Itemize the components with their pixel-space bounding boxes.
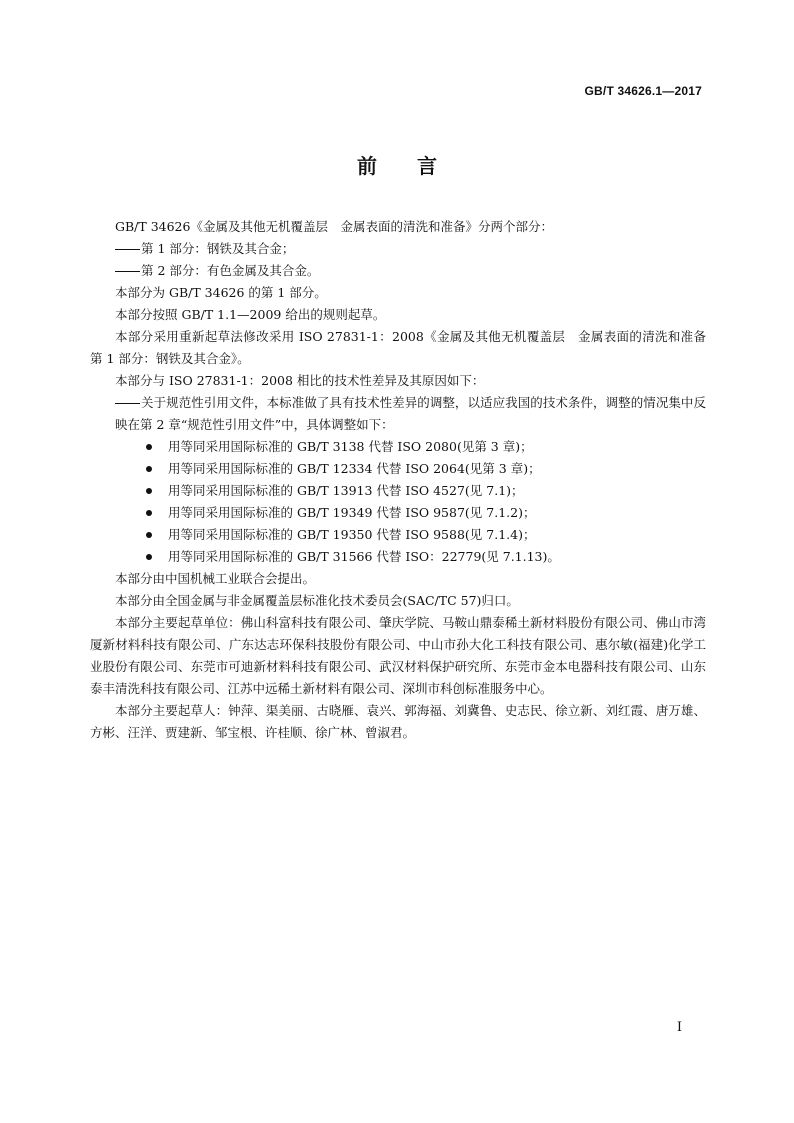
title-char-2: 言 — [417, 154, 437, 178]
list-item — [146, 480, 706, 502]
list-item — [146, 546, 706, 568]
paragraph-drafting-units: 本部分主要起草单位：佛山科富科技有限公司、肇庆学院、马鞍山鼎泰稀土新材料股份有限公司、佛山市湾厦新材料科技有限公司、广东达志环保科技股份有限公司、中山市孙大化工科技有限公司、惠尔敏(福建)化学工业股份有限公司、东莞市可迪新材料科技有限公司、武汉材料保护研究所、东莞市金本电器科技有限公司、山东泰丰清洗科技有限公司、江苏中远稀土新材料有限公司、深圳市科创标准服务中心。 — [90, 615, 706, 696]
paragraph-committee: 本部分由全国金属与非金属覆盖层标准化技术委员会(SAC/TC 57)归口。 — [115, 593, 519, 608]
list-item — [146, 458, 706, 480]
reference-adjustment-list — [90, 436, 706, 568]
list-item-text: 用等同采用国际标准的 GB/T 19350 代替 ISO 9588(见 7.1.4)； — [168, 527, 536, 542]
bullet-icon — [146, 444, 152, 450]
list-item-text: 用等同采用国际标准的 GB/T 19349 代替 ISO 9587(见 7.1.2)； — [168, 505, 536, 520]
bullet-icon — [146, 554, 152, 560]
paragraph-differences-intro: 本部分与 ISO 27831-1：2008 相比的技术性差异及其原因如下： — [115, 373, 485, 388]
list-item — [146, 524, 706, 546]
bullet-icon — [146, 532, 152, 538]
paragraph-proposer: 本部分由中国机械工业联合会提出。 — [115, 571, 316, 586]
part-list-item — [90, 238, 706, 260]
bullet-icon — [146, 488, 152, 494]
page-number: I — [676, 1020, 682, 1035]
page-title — [0, 150, 794, 179]
list-item-text: 用等同采用国际标准的 GB/T 31566 代替 ISO：22779(见 7.1.13)。 — [168, 549, 560, 564]
paragraph-drafting-rules: 本部分按照 GB/T 1.1—2009 给出的规则起草。 — [115, 307, 386, 322]
difference-item — [90, 392, 706, 436]
list-item-text: 用等同采用国际标准的 GB/T 3138 代替 ISO 2080(见第 3 章)； — [168, 439, 533, 454]
part-list-item — [90, 260, 706, 282]
list-item-text: 用等同采用国际标准的 GB/T 13913 代替 ISO 4527(见 7.1)； — [168, 483, 524, 498]
paragraph-adoption: 本部分采用重新起草法修改采用 ISO 27831-1：2008《金属及其他无机覆盖层 金属表面的清洗和准备 第 1 部分：钢铁及其合金》。 — [90, 329, 719, 366]
paragraph-part-statement: 本部分为 GB/T 34626 的第 1 部分。 — [115, 285, 327, 300]
foreword-body — [90, 216, 719, 744]
paragraph-parts-intro: GB/T 34626《金属及其他无机覆盖层 金属表面的清洗和准备》分两个部分： — [115, 219, 553, 234]
bullet-icon — [146, 466, 152, 472]
part-list-item-text: 第 1 部分：钢铁及其合金； — [141, 241, 295, 256]
dash-mark — [115, 271, 140, 272]
list-item — [146, 502, 706, 524]
bullet-icon — [146, 510, 152, 516]
list-item — [146, 436, 706, 458]
paragraph-drafters: 本部分主要起草人：钟萍、渠美丽、古晓雁、袁兴、郭海福、刘冀鲁、史志民、徐立新、刘红霞、唐万雄、方彬、汪洋、贾建新、邹宝根、许桂顺、徐广林、曾淑君。 — [90, 703, 706, 740]
list-item-text: 用等同采用国际标准的 GB/T 12334 代替 ISO 2064(见第 3 章)； — [168, 461, 541, 476]
title-char-1: 前 — [357, 154, 377, 178]
part-list-item-text: 第 2 部分：有色金属及其合金。 — [141, 263, 320, 278]
difference-item-text: 关于规范性引用文件，本标准做了具有技术性差异的调整，以适应我国的技术条件，调整的情况集中反映在第 2 章“规范性引用文件”中，具体调整如下： — [115, 395, 706, 432]
dash-mark — [115, 403, 140, 404]
dash-mark — [115, 249, 140, 250]
standard-code: GB/T 34626.1—2017 — [584, 84, 702, 98]
